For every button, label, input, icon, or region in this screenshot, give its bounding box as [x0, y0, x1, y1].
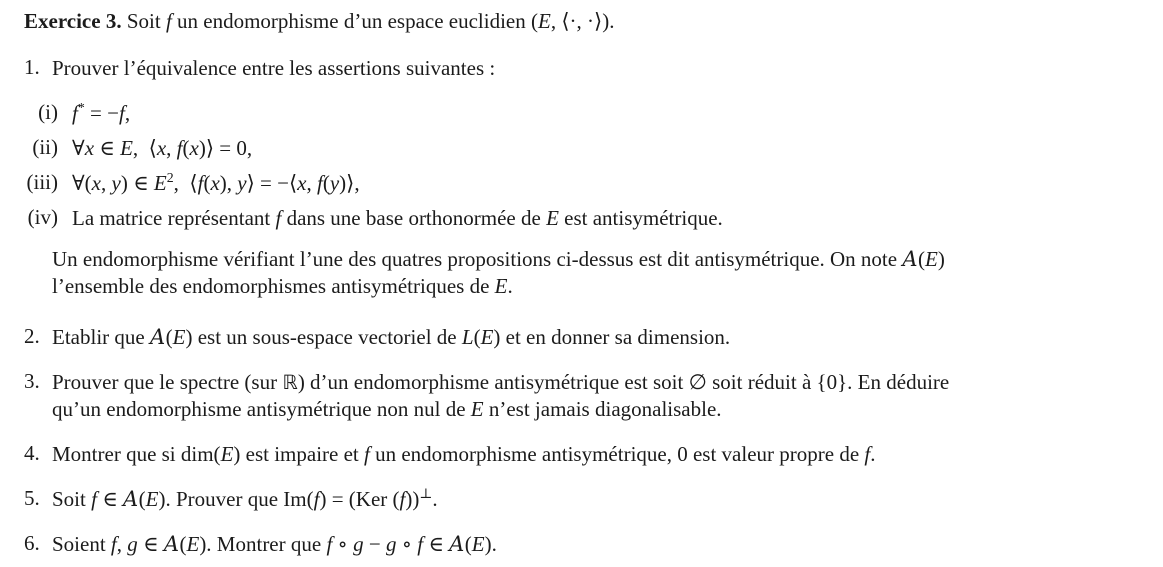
item-3-text: [52, 369, 1149, 423]
text-segment-i: E: [153, 171, 167, 195]
text-segment-r: n’est jamais diagonalisable.: [483, 397, 722, 421]
text-segment-r: Soit: [121, 9, 166, 33]
text-segment-i: E: [546, 206, 559, 230]
text-segment-cal: A: [123, 487, 139, 511]
text-segment-r: ,: [116, 532, 128, 556]
text-segment-r: dans une base orthonormée de: [281, 206, 547, 230]
text-segment-sup: ⊥: [419, 486, 433, 501]
text-segment-cal: A: [163, 532, 180, 556]
text-segment-i: E: [925, 247, 938, 271]
text-segment-r: = −: [84, 101, 119, 125]
text-segment-r: (: [138, 487, 146, 511]
item-1: [24, 55, 1149, 82]
text-segment-i: f: [176, 136, 183, 160]
text-segment-r: ,: [166, 136, 177, 160]
text-segment-r: ) est impaire et: [233, 442, 365, 466]
text-segment-r: ∘: [332, 532, 354, 556]
text-segment-i: E: [480, 325, 494, 349]
item-1-assertion-iv: [24, 205, 1149, 232]
text-segment-i: x: [91, 171, 101, 195]
text-segment-r: , ⟨: [173, 171, 198, 195]
item-1-text: [52, 55, 1149, 82]
item-1-assertion-iv-label: (iv): [27, 205, 58, 229]
item-1-note-text: [52, 246, 1149, 300]
item-5-text: [52, 486, 1149, 513]
item-1-assertion-iii-text: [72, 170, 1149, 197]
text-segment-r: qu’un endomorphisme antisymétrique non nul de: [52, 397, 471, 421]
text-segment-r: Soient: [52, 532, 111, 556]
text-segment-r: Soit: [52, 487, 92, 511]
text-segment-r: .: [432, 487, 438, 511]
item-2: [24, 324, 1149, 351]
text-segment-i: x: [297, 171, 307, 195]
item-1-assertion-ii-text: [72, 135, 1149, 162]
text-segment-r: , ⟨·, ·⟩).: [550, 9, 615, 33]
item-5-label: 5.: [24, 486, 40, 510]
text-line: [52, 273, 1149, 300]
text-segment-r: , ⟨: [132, 136, 157, 160]
text-segment-r: ).: [484, 532, 497, 556]
item-1-assertion-ii: [24, 135, 1149, 162]
item-1-assertion-iii: [24, 170, 1149, 197]
item-1-assertion-i: [24, 100, 1149, 127]
text-segment-i: f: [110, 532, 117, 556]
text-segment-i: x: [156, 136, 167, 160]
item-3-label: 3.: [24, 369, 40, 393]
text-segment-r: ∘: [396, 532, 418, 556]
text-segment-r: )⟩,: [339, 171, 360, 195]
text-line: [72, 100, 1149, 127]
text-line: [72, 170, 1149, 197]
text-segment-r: .: [870, 442, 876, 466]
text-segment-i: f: [364, 442, 370, 466]
text-segment-r: Un endomorphisme vérifiant l’une des quatres propositions ci-dessus est dit antisymétrique. On note: [52, 247, 903, 271]
text-line: [52, 324, 1149, 351]
text-segment-r: Prouver l’équivalence entre les assertions suivantes :: [52, 56, 496, 80]
text-line: [72, 205, 1149, 232]
item-4: [24, 441, 1149, 468]
text-line: [52, 246, 1149, 273]
item-1-assertion-iii-label: (iii): [26, 170, 58, 194]
text-segment-i: E: [538, 9, 551, 33]
text-line: [52, 55, 1149, 82]
text-segment-i: x: [84, 136, 95, 160]
text-segment-r: (: [165, 325, 173, 349]
text-line: [52, 531, 1149, 558]
text-segment-r: l’ensemble des endomorphismes antisymétriques de: [52, 274, 495, 298]
text-segment-i: E: [172, 325, 186, 349]
text-segment-r: (: [182, 136, 190, 160]
document: [24, 8, 1149, 558]
item-5: [24, 486, 1149, 513]
text-segment-r: ). Montrer que: [199, 532, 327, 556]
item-6: [24, 531, 1149, 558]
item-1-assertion-iv-text: [72, 205, 1149, 232]
text-segment-r: )): [405, 487, 420, 511]
text-segment-i: f: [417, 532, 424, 556]
text-segment-i: E: [494, 274, 508, 298]
text-segment-r: Montrer que si dim(: [52, 442, 221, 466]
text-segment-r: ∀(: [72, 171, 92, 195]
text-segment-r: ) d’un endomorphisme antisymétrique est soit ∅ soit réduit à {0}. En déduire: [297, 370, 950, 394]
item-1-assertion-ii-label: (ii): [32, 135, 58, 159]
item-1-assertion-i-text: [72, 100, 1149, 127]
text-segment-r: (: [322, 171, 330, 195]
text-segment-r: ),: [219, 171, 238, 195]
item-1-note: [52, 246, 1149, 300]
text-segment-i: E: [471, 532, 485, 556]
item-1-label: 1.: [24, 55, 40, 79]
text-segment-i: f: [326, 532, 333, 556]
text-segment-r: )⟩ = 0,: [198, 136, 253, 160]
text-segment-i: E: [120, 136, 133, 160]
text-segment-r: ). Prouver que Im(: [158, 487, 314, 511]
text-segment-i: g: [385, 532, 397, 556]
text-line: [52, 396, 1149, 423]
text-segment-cal: A: [902, 247, 919, 271]
text-segment-i: f: [118, 101, 125, 125]
text-line: [52, 486, 1149, 513]
item-2-text: [52, 324, 1149, 351]
text-segment-i: L: [461, 325, 474, 349]
text-segment-i: x: [189, 136, 199, 160]
item-6-text: [52, 531, 1149, 558]
text-segment-i: f: [313, 487, 320, 511]
item-2-label: 2.: [24, 324, 40, 348]
text-segment-bb: ℝ: [282, 371, 298, 394]
text-segment-sup: *: [77, 100, 85, 115]
text-segment-i: f: [864, 442, 871, 466]
text-segment-b: Exercice 3.: [24, 9, 122, 33]
text-segment-r: ): [937, 247, 945, 271]
text-segment-r: La matrice représentant: [72, 206, 276, 230]
text-segment-r: Etablir que: [52, 325, 150, 349]
item-4-label: 4.: [24, 441, 40, 465]
text-segment-r: ) et en donner sa dimension.: [493, 325, 731, 349]
text-segment-r: (: [464, 532, 472, 556]
text-segment-r: ⟩ = −⟨: [246, 171, 298, 195]
text-segment-i: f: [399, 487, 406, 511]
text-segment-cal: A: [449, 532, 465, 556]
text-segment-i: E: [145, 487, 159, 511]
text-segment-r: ∈: [94, 136, 121, 160]
text-segment-i: E: [186, 532, 200, 556]
text-segment-r: ∀: [72, 136, 85, 160]
text-segment-r: ,: [124, 101, 131, 125]
text-segment-i: E: [220, 442, 234, 466]
text-segment-i: f: [317, 171, 323, 195]
text-segment-r: ,: [306, 171, 317, 195]
text-segment-i: y: [111, 171, 121, 195]
text-segment-r: ) ∈: [120, 171, 154, 195]
text-segment-i: x: [210, 171, 220, 195]
text-segment-r: un endomorphisme d’un espace euclidien (: [171, 9, 538, 33]
text-line: [72, 135, 1149, 162]
text-segment-r: ) est un sous-espace vectoriel de: [185, 325, 462, 349]
text-segment-i: f: [275, 206, 282, 230]
text-segment-i: f: [197, 171, 204, 195]
text-segment-r: un endomorphisme antisymétrique, 0 est valeur propre de: [369, 442, 865, 466]
text-segment-r: −: [363, 532, 386, 556]
text-segment-i: g: [127, 532, 138, 556]
text-segment-i: f: [72, 101, 78, 125]
item-6-label: 6.: [24, 531, 40, 555]
text-segment-r: (: [473, 325, 481, 349]
text-segment-r: ) = (Ker (: [319, 487, 400, 511]
text-segment-sup: 2: [166, 170, 174, 185]
item-1-assertion-i-label: (i): [38, 100, 58, 124]
item-4-text: [52, 441, 1149, 468]
text-segment-r: (: [918, 247, 926, 271]
text-line: [52, 441, 1149, 468]
text-segment-r: ∈: [423, 532, 450, 556]
text-segment-i: y: [237, 171, 247, 195]
text-segment-i: f: [165, 9, 172, 33]
text-segment-r: .: [507, 274, 513, 298]
exercise-header: [24, 8, 1149, 35]
item-3: [24, 369, 1149, 423]
text-segment-r: ∈: [96, 487, 123, 511]
text-segment-r: (: [179, 532, 187, 556]
text-segment-i: y: [329, 171, 340, 195]
text-line: [24, 8, 1149, 35]
text-segment-r: ,: [101, 171, 112, 195]
text-segment-r: (: [203, 171, 211, 195]
text-segment-i: f: [91, 487, 97, 511]
text-segment-i: E: [470, 397, 484, 421]
text-segment-r: est antisymétrique.: [558, 206, 723, 230]
text-segment-r: Prouver que le spectre (sur: [52, 370, 283, 394]
exercise-header-text: [24, 8, 1149, 35]
text-segment-r: ∈: [137, 532, 164, 556]
text-segment-i: g: [353, 532, 364, 556]
text-line: [52, 369, 1149, 396]
text-segment-cal: A: [149, 325, 166, 349]
